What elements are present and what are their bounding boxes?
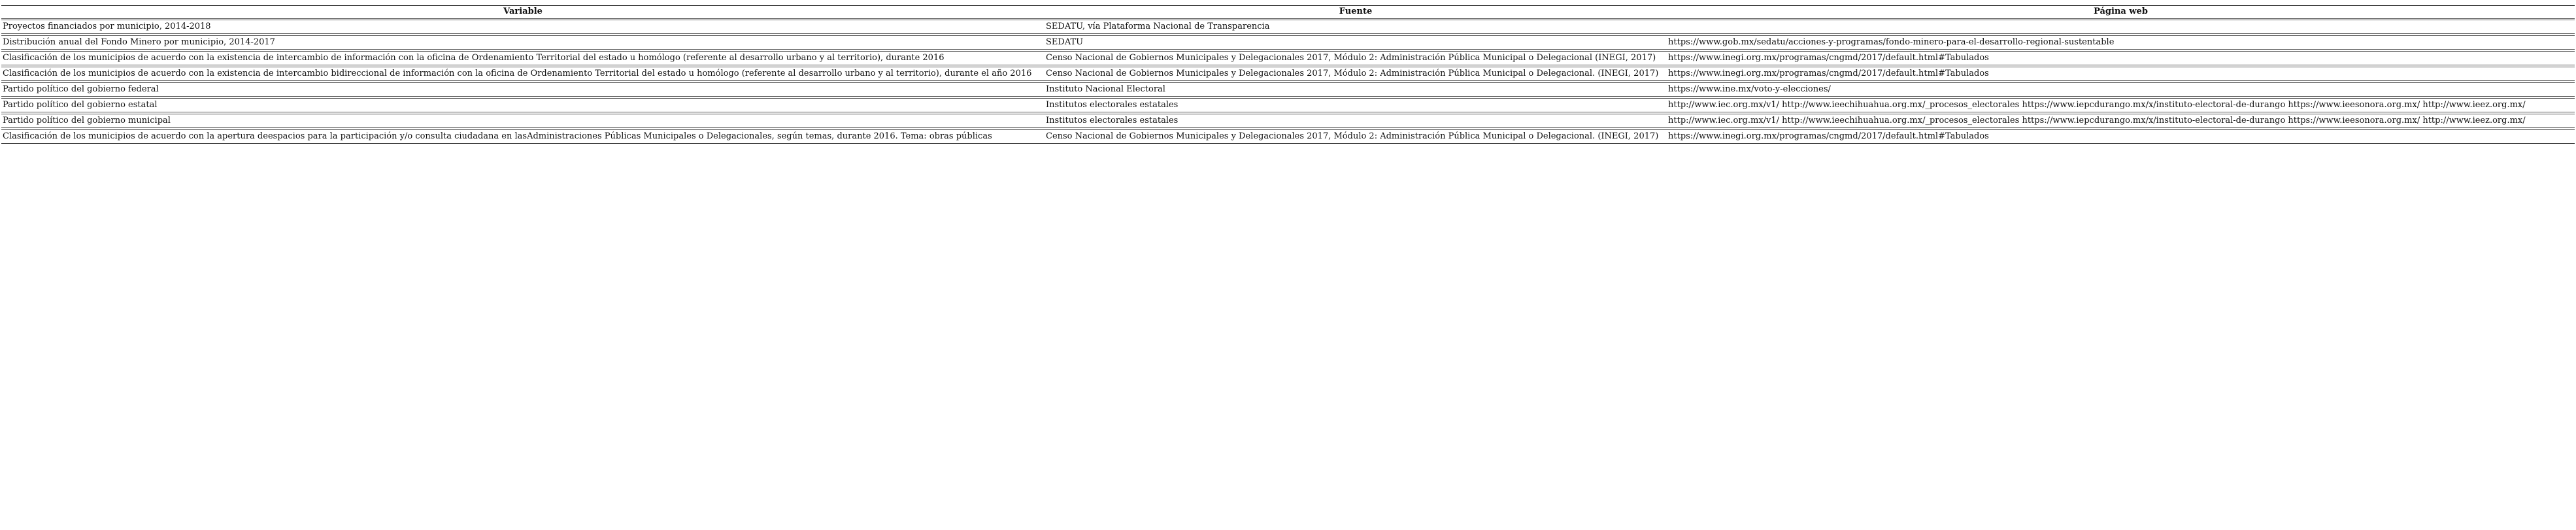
cell-fuente: Censo Nacional de Gobiernos Municipales y Delegacionales 2017, Módulo 2: Administración Pública Municipal o Delegacional. (INEGI, 2017) — [1045, 129, 1667, 144]
table-row — [1, 50, 2575, 66]
header-pagina-web: Página web — [1667, 6, 2575, 20]
sources-table — [1, 5, 2575, 144]
cell-fuente: Institutos electorales estatales — [1045, 97, 1667, 113]
cell-variable: Partido político del gobierno municipal — [1, 113, 1045, 129]
cell-pagina-web[interactable]: https://www.ine.mx/voto-y-elecciones/ — [1667, 82, 2575, 97]
table-row — [1, 35, 2575, 50]
cell-variable: Distribución anual del Fondo Minero por municipio, 2014-2017 — [1, 35, 1045, 50]
cell-fuente: SEDATU, vía Plataforma Nacional de Transparencia — [1045, 20, 1667, 35]
cell-pagina-web[interactable]: http://www.iec.org.mx/v1/ http://www.ieechihuahua.org.mx/_procesos_electorales https://www.iepcdurango.mx/x/instituto-electoral-de-durango https://www.ieesonora.org.mx/ http://www.ieez.org.mx/ — [1667, 113, 2575, 129]
table-row — [1, 20, 2575, 35]
cell-fuente: Institutos electorales estatales — [1045, 113, 1667, 129]
cell-variable: Partido político del gobierno federal — [1, 82, 1045, 97]
cell-pagina-web[interactable]: https://www.inegi.org.mx/programas/cngmd/2017/default.html#Tabulados — [1667, 66, 2575, 82]
cell-pagina-web — [1667, 20, 2575, 35]
cell-fuente: Censo Nacional de Gobiernos Municipales y Delegacionales 2017, Módulo 2: Administración Pública Municipal o Delegacional. (INEGI, 2017) — [1045, 66, 1667, 82]
cell-variable: Clasificación de los municipios de acuerdo con la apertura deespacios para la participación y/o consulta ciudadana en lasAdministraciones Públicas Municipales o Delegacionales, según temas, durante 2016. Tema: obras públicas — [1, 129, 1045, 144]
cell-pagina-web[interactable]: http://www.iec.org.mx/v1/ http://www.ieechihuahua.org.mx/_procesos_electorales https://www.iepcdurango.mx/x/instituto-electoral-de-durango https://www.ieesonora.org.mx/ http://www.ieez.org.mx/ — [1667, 97, 2575, 113]
cell-variable: Proyectos financiados por municipio, 2014-2018 — [1, 20, 1045, 35]
table-row — [1, 66, 2575, 82]
cell-variable: Partido político del gobierno estatal — [1, 97, 1045, 113]
cell-fuente: SEDATU — [1045, 35, 1667, 50]
cell-fuente: Instituto Nacional Electoral — [1045, 82, 1667, 97]
cell-pagina-web[interactable]: https://www.gob.mx/sedatu/acciones-y-programas/fondo-minero-para-el-desarrollo-regional-sustentable — [1667, 35, 2575, 50]
table-row — [1, 129, 2575, 144]
header-fuente: Fuente — [1045, 6, 1667, 20]
table-row — [1, 82, 2575, 97]
cell-pagina-web[interactable]: https://www.inegi.org.mx/programas/cngmd/2017/default.html#Tabulados — [1667, 50, 2575, 66]
header-row — [1, 6, 2575, 20]
header-variable: Variable — [1, 6, 1045, 20]
table-row — [1, 97, 2575, 113]
cell-variable: Clasificación de los municipios de acuerdo con la existencia de intercambio bidireccional de información con la oficina de Ordenamiento Territorial del estado u homólogo (referente al desarrollo urbano y al territorio), durante el año 2016 — [1, 66, 1045, 82]
cell-pagina-web[interactable]: https://www.inegi.org.mx/programas/cngmd/2017/default.html#Tabulados — [1667, 129, 2575, 144]
cell-variable: Clasificación de los municipios de acuerdo con la existencia de intercambio de información con la oficina de Ordenamiento Territorial del estado u homólogo (referente al desarrollo urbano y al territorio), durante 2016 — [1, 50, 1045, 66]
cell-fuente: Censo Nacional de Gobiernos Municipales y Delegacionales 2017, Módulo 2: Administración Pública Municipal o Delegacional (INEGI, 2017) — [1045, 50, 1667, 66]
sources-table-container — [1, 5, 2575, 144]
table-row — [1, 113, 2575, 129]
